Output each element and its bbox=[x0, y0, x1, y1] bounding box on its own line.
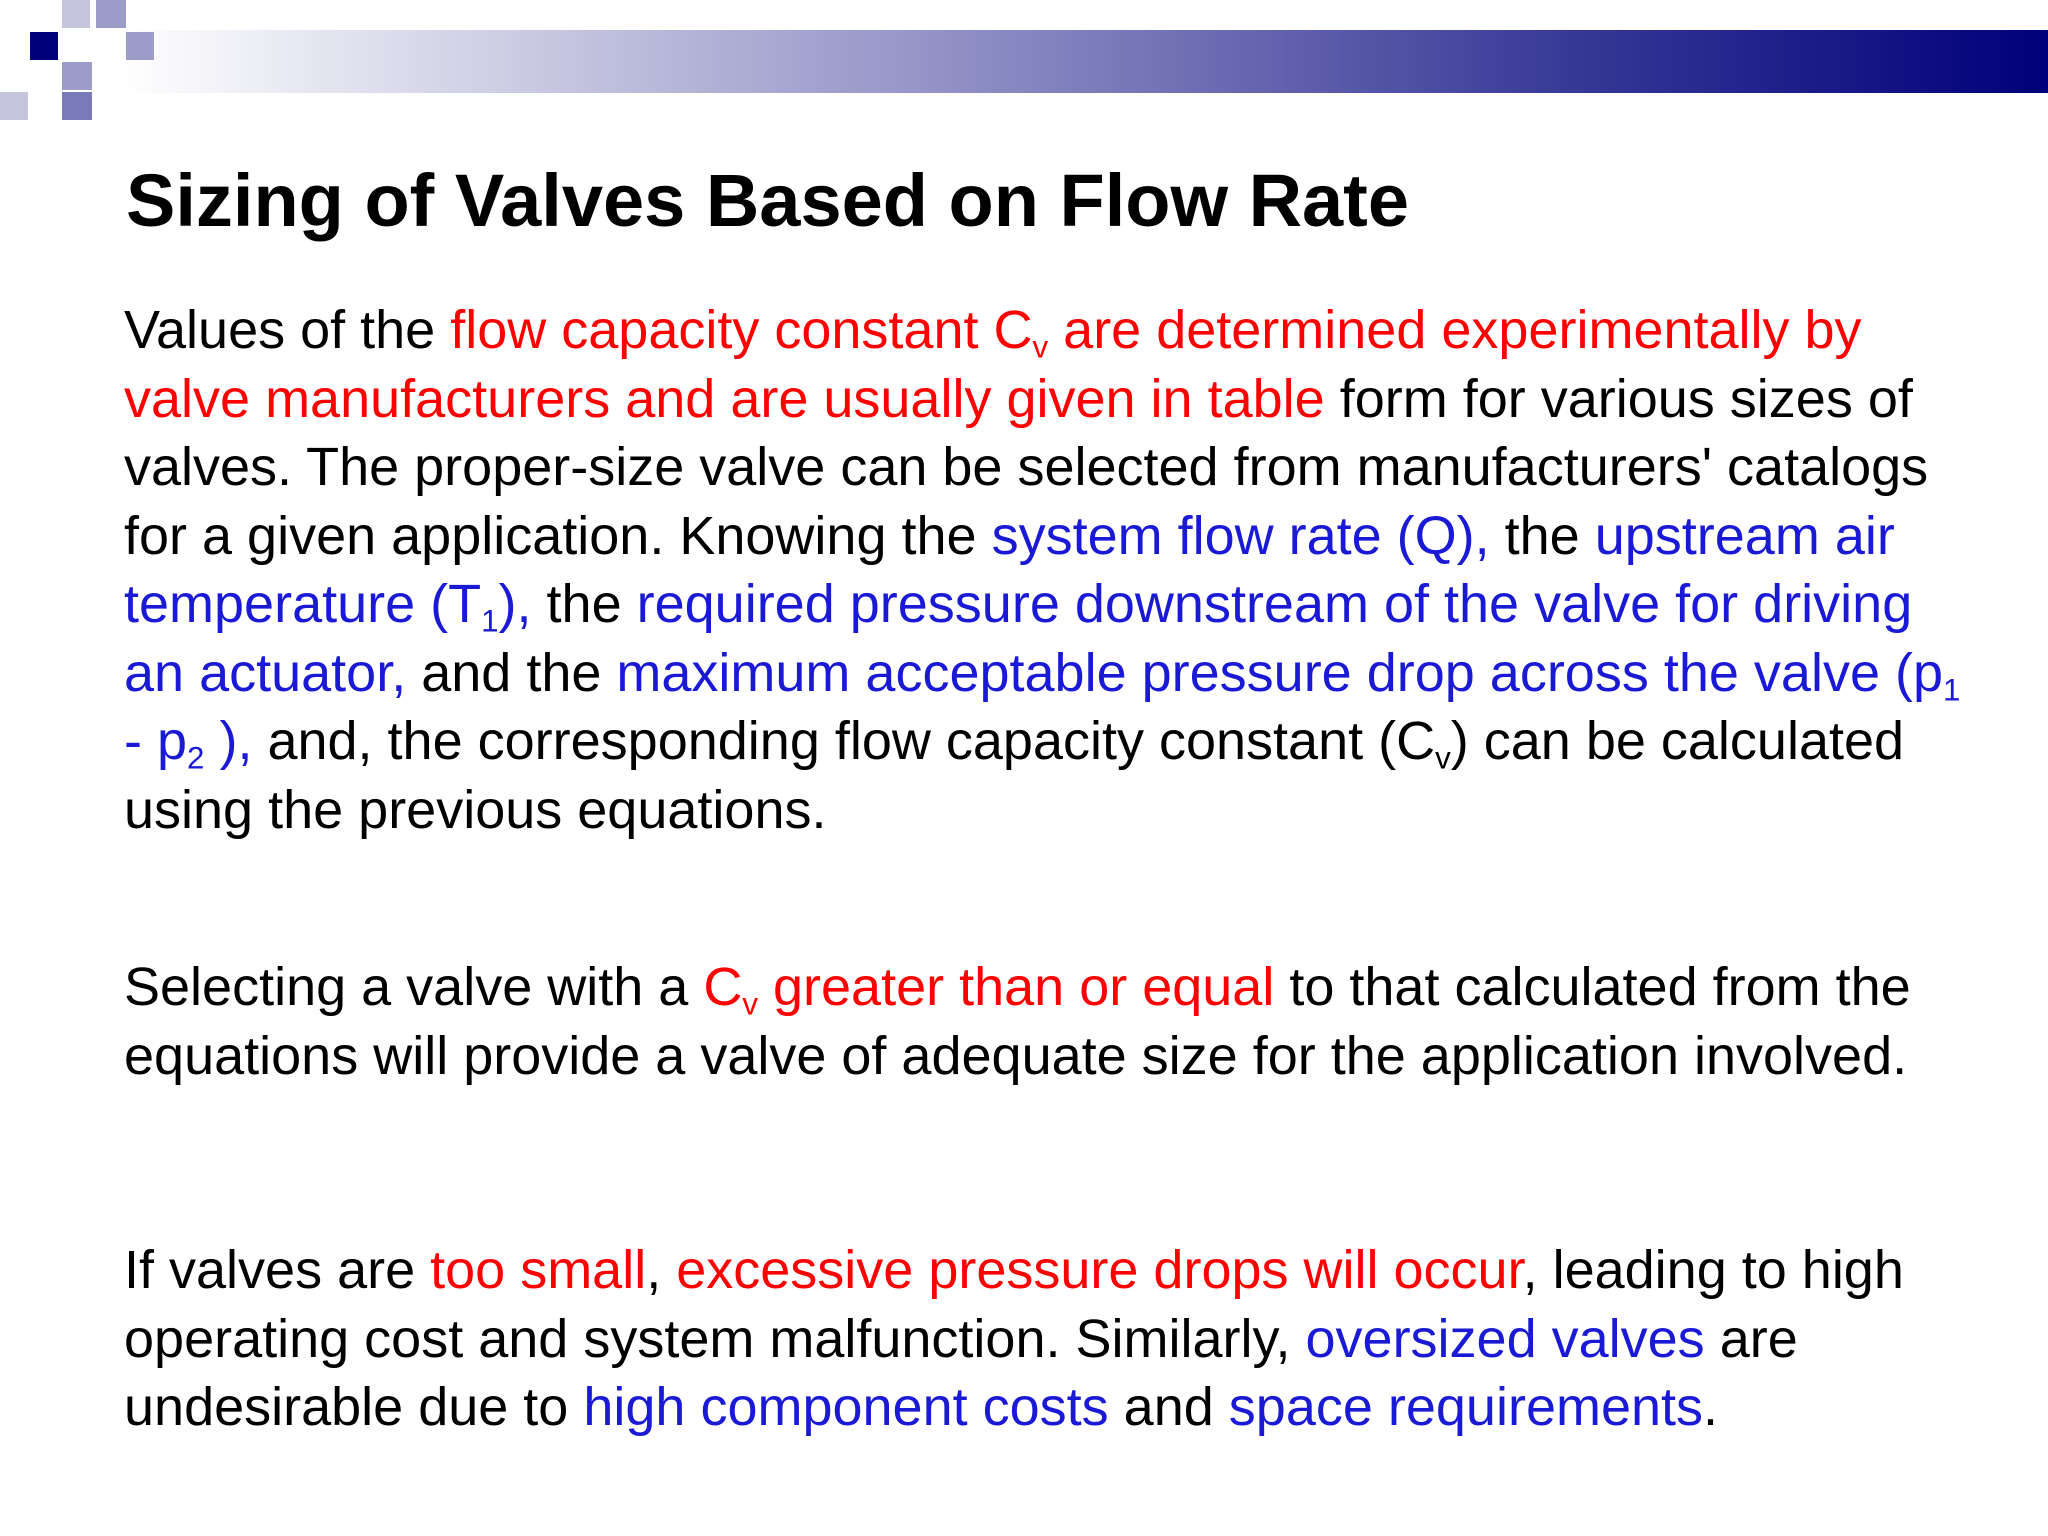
paragraph-valve-selection bbox=[124, 953, 1984, 1090]
text-run: ), bbox=[204, 711, 253, 772]
decor-square-navy bbox=[30, 32, 58, 60]
highlight-blue: high component costs bbox=[583, 1377, 1109, 1438]
decor-square-light bbox=[96, 0, 126, 28]
text-run: to that calculated from the equations will provide a valve of adequate size for the application involved. bbox=[124, 957, 1911, 1086]
subscript: 1 bbox=[481, 603, 499, 639]
subscript: 1 bbox=[1943, 672, 1961, 708]
highlight-blue: space requirements bbox=[1228, 1377, 1704, 1438]
text-run: are determined experimentally by valve manufacturers and are usually given in table bbox=[124, 300, 1862, 429]
subscript: 2 bbox=[187, 740, 205, 776]
text-run: , leading to high operating cost and system malfunction. Similarly, bbox=[124, 1240, 1904, 1369]
text-run: C bbox=[703, 957, 743, 1017]
highlight-blue: system flow rate (Q), bbox=[991, 505, 1490, 566]
highlight-blue: required pressure downstream of the valve for driving an actuator, bbox=[124, 574, 1913, 703]
highlight-red: too small bbox=[430, 1240, 647, 1300]
text-run: Selecting a valve with a bbox=[124, 957, 704, 1017]
text-run: maximum acceptable pressure drop across the valve (p bbox=[616, 642, 1943, 703]
paragraph-valve-size-consequences bbox=[124, 1236, 1984, 1442]
text-run: and, the corresponding flow capacity constant (C bbox=[252, 711, 1436, 772]
decor-square-pale bbox=[62, 0, 90, 28]
page-title: Sizing of Valves Based on Flow Rate bbox=[126, 159, 1409, 242]
decor-square-pale bbox=[0, 92, 28, 120]
text-run: greater than or equal bbox=[757, 957, 1275, 1017]
text-run: the bbox=[1489, 505, 1595, 566]
decor-square-mid bbox=[62, 92, 92, 120]
subscript: v bbox=[742, 986, 758, 1022]
text-run: flow capacity constant C bbox=[450, 300, 1033, 360]
decor-square-light bbox=[62, 62, 92, 90]
text-run: are undesirable due to bbox=[124, 1308, 1798, 1438]
subscript: v bbox=[1032, 329, 1049, 365]
text-run: . bbox=[1703, 1377, 1719, 1438]
header-gradient-bar bbox=[0, 30, 2048, 93]
highlight-blue: oversized valves bbox=[1305, 1308, 1705, 1369]
subscript: v bbox=[1435, 740, 1451, 776]
text-run: ) can be calculated using the previous equations. bbox=[124, 711, 1905, 841]
text-run: Values of the bbox=[124, 300, 451, 360]
text-run: upstream air temperature (T bbox=[124, 505, 1895, 635]
text-run: - p bbox=[124, 711, 188, 772]
text-run: and bbox=[1108, 1377, 1229, 1438]
text-run: form for various sizes of valves. The proper-size valve can be selected from manufacturers' catalogs for a given application. Knowing the bbox=[124, 368, 1929, 566]
text-run: and the bbox=[406, 642, 617, 703]
text-run: the bbox=[531, 574, 637, 635]
text-run: If valves are bbox=[124, 1240, 431, 1300]
text-run: , bbox=[646, 1240, 677, 1300]
paragraph-cv-determination bbox=[124, 296, 1984, 845]
highlight-red bbox=[703, 957, 1275, 1022]
decor-square-light bbox=[126, 32, 154, 60]
text-run: ), bbox=[498, 574, 532, 635]
highlight-red: excessive pressure drops will occur bbox=[676, 1240, 1523, 1300]
